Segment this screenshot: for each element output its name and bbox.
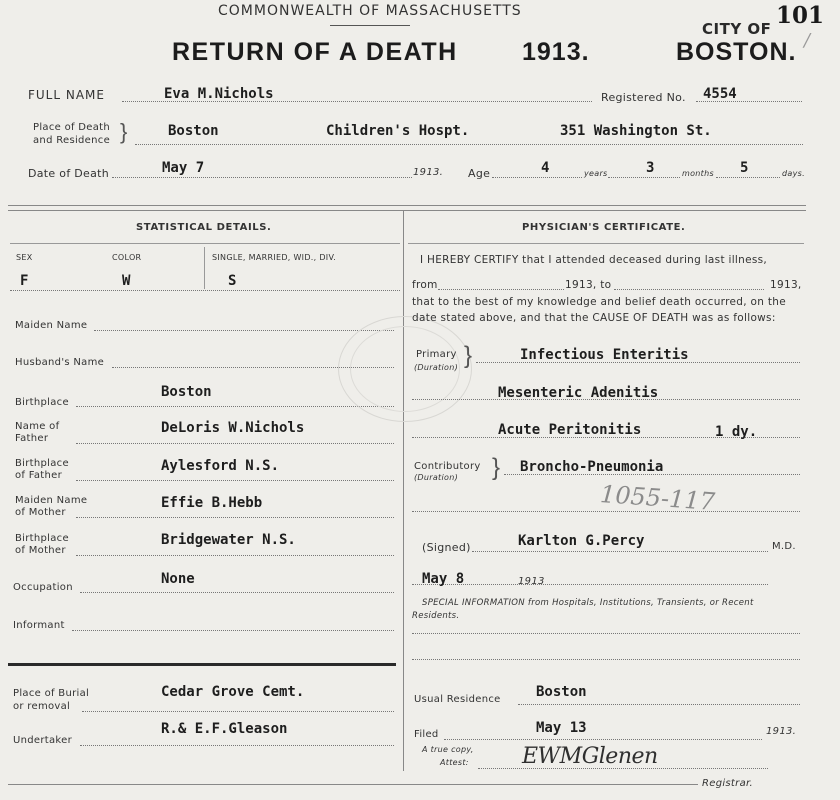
- corner-pencil-mark: /: [804, 30, 811, 51]
- place-label-2: and Residence: [33, 135, 111, 146]
- age-label: Age: [468, 167, 491, 180]
- mother-name-value: Effie B.Hebb: [161, 495, 263, 511]
- primary-cause-1: Infectious Enteritis: [520, 347, 689, 363]
- father-line: [76, 443, 394, 444]
- birthplace-value: Boston: [161, 384, 212, 400]
- years-label: years: [584, 169, 608, 178]
- place-institution-value: Children's Hospt.: [326, 123, 470, 139]
- column-divider: [403, 211, 404, 771]
- primary-cause-3-duration: 1 dy.: [715, 424, 758, 440]
- contributory-cause: Broncho-Pneumonia: [520, 459, 664, 475]
- from-date-line: [438, 289, 564, 290]
- marital-value: S: [228, 273, 237, 289]
- burial-line: [82, 711, 394, 712]
- full-name-value: Eva M.Nichols: [164, 86, 274, 102]
- to-date-line: [614, 289, 764, 290]
- special-line-1: [412, 633, 800, 634]
- filed-label: Filed: [414, 729, 439, 740]
- special-line-2: [412, 659, 800, 660]
- header-divider: [330, 25, 410, 26]
- burial-section-rule: [8, 663, 396, 666]
- father-label-2: Father: [15, 433, 49, 444]
- sex-row-line: [10, 290, 400, 291]
- contributory-duration-label: (Duration): [414, 473, 458, 482]
- city-of-label: CITY OF: [702, 20, 772, 38]
- usual-residence-value: Boston: [536, 684, 587, 700]
- signed-date-line: [412, 584, 768, 585]
- filed-date: May 13: [536, 720, 587, 736]
- burial-label-2: or removal: [13, 701, 71, 712]
- father-bp-line: [76, 480, 394, 481]
- birthplace-label: Birthplace: [15, 397, 69, 408]
- marital-divider: [204, 247, 205, 289]
- primary-duration-label: (Duration): [414, 363, 458, 372]
- age-months-value: 3: [646, 160, 655, 176]
- place-label-1: Place of Death: [33, 122, 111, 133]
- father-birthplace-value: Aylesford N.S.: [161, 458, 280, 474]
- mother-label-1: Maiden Name: [15, 495, 88, 506]
- signed-label: (Signed): [422, 541, 471, 554]
- section-top-rule-2: [8, 210, 806, 211]
- special-info-line-1: SPECIAL INFORMATION from Hospitals, Institutions, Transients, or Recent: [422, 598, 754, 608]
- contributory-brace: }: [492, 454, 501, 481]
- months-label: months: [682, 169, 714, 178]
- form-city: BOSTON.: [676, 38, 797, 66]
- registrar-label: Registrar.: [702, 778, 753, 789]
- primary-label: Primary: [416, 349, 457, 360]
- true-copy-label: A true copy,: [422, 745, 474, 754]
- occupation-value: None: [161, 571, 195, 587]
- primary-cause-3: Acute Peritonitis: [498, 422, 642, 438]
- phys-heading-rule: [408, 243, 804, 244]
- place-brace: }: [120, 119, 128, 144]
- informant-label: Informant: [13, 620, 65, 631]
- undertaker-line: [80, 745, 394, 746]
- burial-value: Cedar Grove Cemt.: [161, 684, 305, 700]
- stat-heading-rule: [10, 243, 400, 244]
- signed-line: [472, 551, 768, 552]
- place-city-value: Boston: [168, 123, 219, 139]
- informant-line: [72, 630, 394, 631]
- form-title: RETURN OF A DEATH: [172, 38, 458, 66]
- mother-bp-line: [76, 555, 394, 556]
- maiden-name-line: [94, 330, 394, 331]
- date-of-death-value: May 7: [162, 160, 205, 176]
- marital-label: SINGLE, MARRIED, WID., DIV.: [212, 253, 337, 262]
- maiden-name-label: Maiden Name: [15, 320, 88, 331]
- sex-label: SEX: [16, 253, 33, 262]
- attest-label: Attest:: [440, 758, 469, 767]
- date-line: [112, 177, 412, 178]
- signed-year: 1913: [518, 576, 545, 587]
- to-year: 1913,: [770, 279, 802, 291]
- primary-cause-2: Mesenteric Adenitis: [498, 385, 659, 401]
- father-bp-label-1: Birthplace: [15, 458, 69, 469]
- mother-bp-label-2: of Mother: [15, 545, 66, 556]
- mother-line: [76, 517, 394, 518]
- contributory-label: Contributory: [414, 461, 481, 472]
- age-years-line: [492, 177, 582, 178]
- age-years-value: 4: [541, 160, 550, 176]
- age-days-value: 5: [740, 160, 749, 176]
- form-year: 1913.: [522, 38, 590, 66]
- primary-brace: }: [464, 342, 473, 369]
- father-name-value: DeLoris W.Nichols: [161, 420, 305, 436]
- section-top-rule: [8, 205, 806, 206]
- pencil-classification-code: 1055-117: [599, 480, 716, 516]
- sheet-number: 101: [776, 2, 825, 29]
- occupation-label: Occupation: [13, 582, 73, 593]
- date-of-death-label: Date of Death: [28, 167, 110, 180]
- certify-line-4: date stated above, and that the CAUSE OF DEATH was as follows:: [412, 312, 776, 324]
- physician-name: Karlton G.Percy: [518, 533, 645, 549]
- usual-residence-label: Usual Residence: [414, 694, 501, 705]
- bottom-rule: [8, 784, 698, 785]
- usual-residence-line: [518, 704, 800, 705]
- place-line: [135, 144, 803, 145]
- filed-line: [444, 739, 762, 740]
- statistical-heading: STATISTICAL DETAILS.: [136, 222, 272, 233]
- registered-label: Registered No.: [601, 91, 686, 104]
- sex-value: F: [20, 273, 29, 289]
- mother-bp-label-1: Birthplace: [15, 533, 69, 544]
- commonwealth-heading: COMMONWEALTH OF MASSACHUSETTS: [218, 3, 522, 19]
- color-value: W: [122, 273, 131, 289]
- filed-year: 1913.: [766, 726, 797, 737]
- occupation-line: [80, 592, 394, 593]
- father-bp-label-2: of Father: [15, 470, 63, 481]
- certify-line-3: that to the best of my knowledge and belief death occurred, on the: [412, 296, 786, 308]
- color-label: COLOR: [112, 253, 142, 262]
- place-street-value: 351 Washington St.: [560, 123, 712, 139]
- md-label: M.D.: [772, 541, 796, 552]
- special-info-line-2: Residents.: [412, 611, 460, 621]
- father-label-1: Name of: [15, 421, 60, 432]
- mother-birthplace-value: Bridgewater N.S.: [161, 532, 296, 548]
- undertaker-label: Undertaker: [13, 735, 73, 746]
- birthplace-line: [76, 406, 394, 407]
- full-name-label: FULL NAME: [28, 88, 105, 102]
- blank-line: [412, 511, 800, 512]
- from-label: from: [412, 279, 438, 291]
- age-months-line: [608, 177, 680, 178]
- from-year: 1913, to: [565, 279, 612, 291]
- undertaker-value: R.& E.F.Gleason: [161, 721, 288, 737]
- date-year: 1913.: [413, 167, 444, 178]
- registrar-signature: EWMGlenen: [522, 744, 658, 769]
- signed-date: May 8: [422, 571, 465, 587]
- certify-line-1: I HEREBY CERTIFY that I attended deceased during last illness,: [420, 254, 768, 266]
- days-label: days.: [782, 169, 805, 178]
- registered-number: 4554: [703, 86, 737, 102]
- mother-label-2: of Mother: [15, 507, 66, 518]
- burial-label-1: Place of Burial: [13, 688, 90, 699]
- age-days-line: [716, 177, 780, 178]
- husband-label: Husband's Name: [15, 357, 105, 368]
- physician-heading: PHYSICIAN'S CERTIFICATE.: [522, 222, 686, 233]
